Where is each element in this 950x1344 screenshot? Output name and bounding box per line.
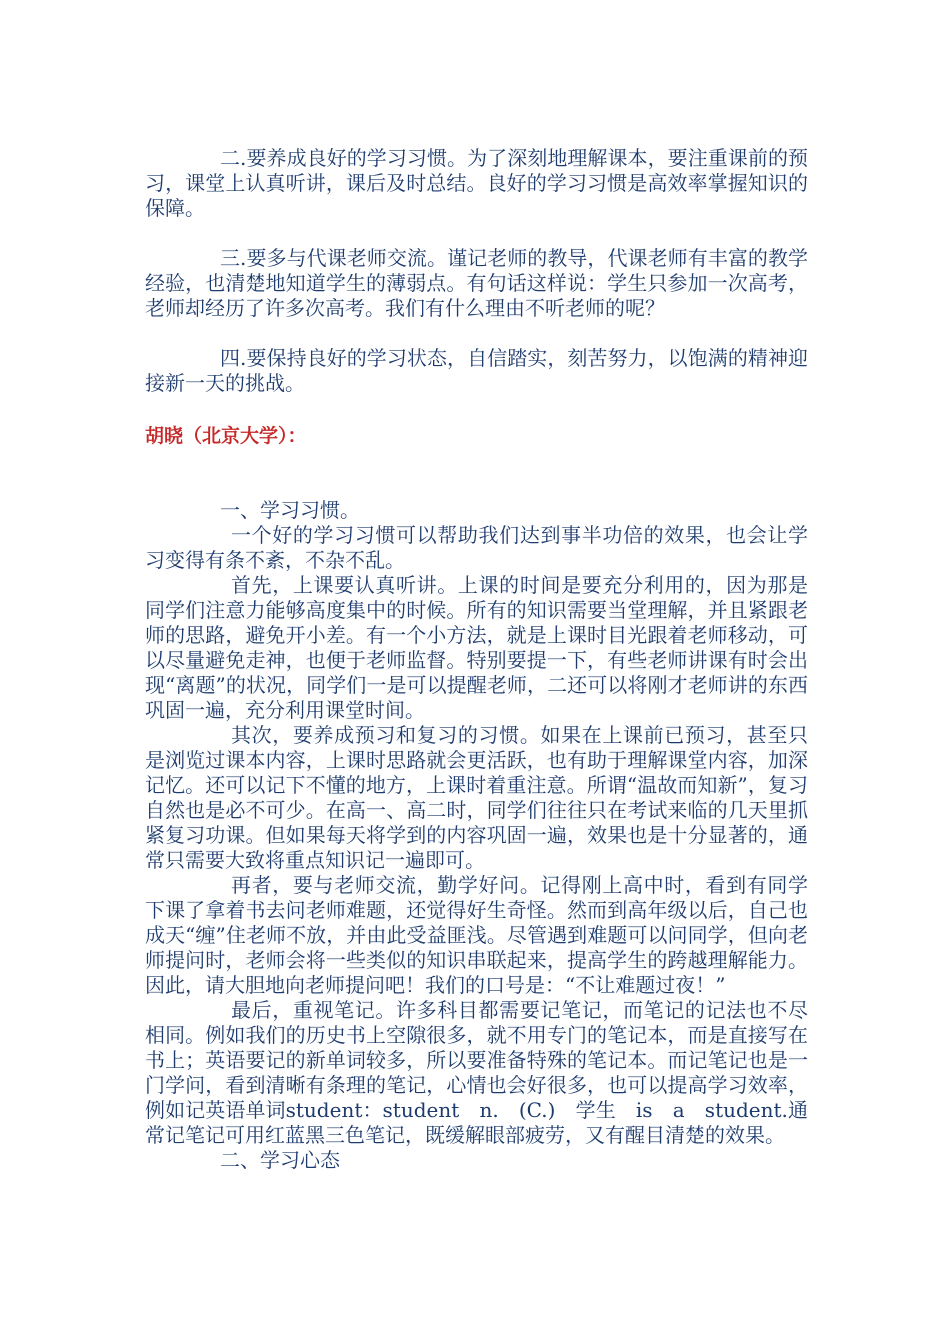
paragraph-last: 最后，重视笔记。许多科目都需要记笔记，而笔记的记法也不尽相同。例如我们的历史书上空隙很多，就不用专门的笔记本，而是直接写在书上；英语要记的新单词较多，所以要准备特殊的笔记本。而记笔记也是一门学问，看到清晰有条理的笔记，心情也会好很多，也可以提高学习效率，例如记英语单词student：student n. (C.) 学生 is a student.通常记笔记可用红蓝黑三色笔记，既缓解眼部疲劳，又有醒目清楚的效果。 xyxy=(145,998,808,1147)
paragraph-teacher-communication: 三.要多与代课老师交流。谨记老师的教导，代课老师有丰富的教学经验，也清楚地知道学生的薄弱点。有句话这样说：学生只参加一次高考，老师却经历了许多次高考。我们有什么理由不听老师的呢？ xyxy=(145,246,808,320)
section-title-mindset: 二、学习心态 xyxy=(220,1148,340,1172)
paragraph-first: 首先，上课要认真听讲。上课的时间是要充分利用的，因为那是同学们注意力能够高度集中的时候。所有的知识需要当堂理解，并且紧跟老师的思路，避免开小差。有一个小方法，就是上课时目光跟着老师移动，可以尽量避免走神，也便于老师监督。特别要提一下，有些老师讲课有时会出现“离题”的状况，同学们一是可以提醒老师，二还可以将刚才老师讲的东西巩固一遍，充分利用课堂时间。 xyxy=(145,573,808,722)
document-page xyxy=(145,146,808,1173)
paragraph-intro: 一个好的学习习惯可以帮助我们达到事半功倍的效果，也会让学习变得有条不紊，不杂不乱。 xyxy=(145,523,808,572)
paragraph-study-state: 四.要保持良好的学习状态，自信踏实，刻苦努力，以饱满的精神迎接新一天的挑战。 xyxy=(145,346,808,395)
paragraph-second: 其次，要养成预习和复习的习惯。如果在上课前已预习，甚至只是浏览过课本内容，上课时思路就会更活跃，也有助于理解课堂内容，加深记忆。还可以记下不懂的地方，上课时着重注意。所谓“温故而知新”，复习自然也是必不可少。在高一、高二时，同学们往往只在考试来临的几天里抓紧复习功课。但如果每天将学到的内容巩固一遍，效果也是十分显著的，通常只需要大致将重点知识记一遍即可。 xyxy=(145,723,808,872)
section-title-habits: 一、学习习惯。 xyxy=(220,498,360,522)
author-heading: 胡晓（北京大学）： xyxy=(145,425,307,447)
paragraph-third: 再者，要与老师交流，勤学好问。记得刚上高中时，看到有同学下课了拿着书去问老师难题，还觉得好生奇怪。然而到高年级以后，自己也成天“缠”住老师不放，并由此受益匪浅。尽管遇到难题可以问同学，但向老师提问时，老师会将一些类似的知识串联起来，提高学生的跨越理解能力。因此，请大胆地向老师提问吧！我们的口号是：“不让难题过夜！” xyxy=(145,873,808,997)
paragraph-habits: 二.要养成良好的学习习惯。为了深刻地理解课本，要注重课前的预习，课堂上认真听讲，课后及时总结。良好的学习习惯是高效率掌握知识的保障。 xyxy=(145,146,808,220)
